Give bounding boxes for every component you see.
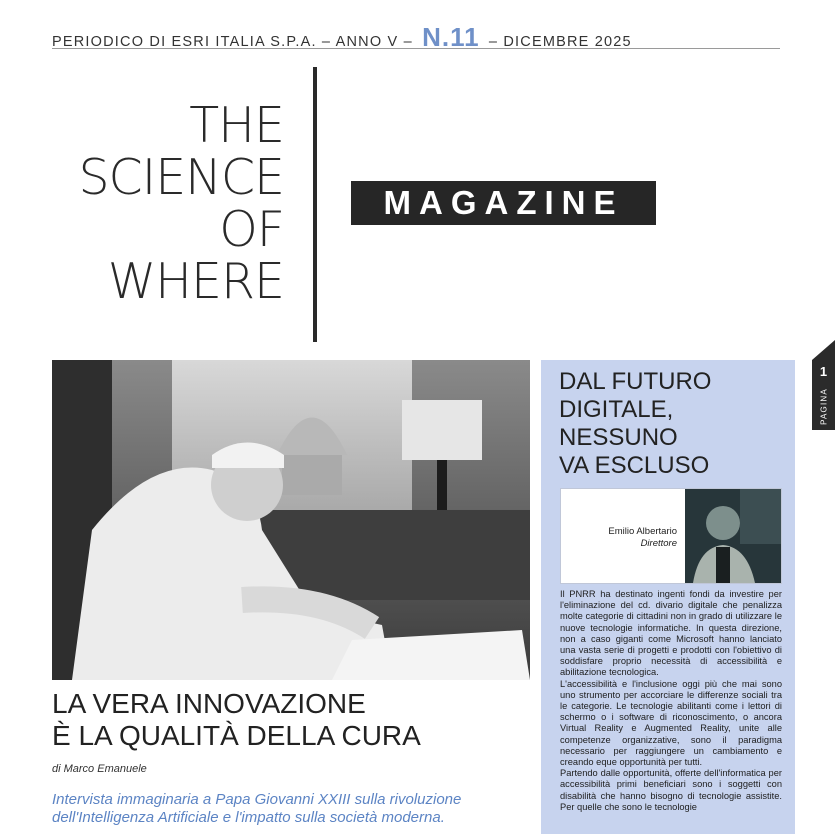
editorial-title-line: DIGITALE, (559, 396, 674, 423)
article-byline: di Marco Emanuele (52, 763, 147, 775)
editorial-sidebar (541, 360, 795, 834)
logo-line: THE (189, 97, 284, 154)
page-number: 1 (819, 364, 828, 379)
hero-photo (52, 360, 530, 680)
editorial-paragraph: L'accessibilità e l'inclusione oggi più che mai sono uno strumento per accorciare le differenze sociali tra le categorie. Le tecnologie abilitanti come i lettori di schermo o i software di riconoscimento, o ancora Virtual Reality e Augmented Reality, unite alle competenze organizzative, sono il paradigma necessario per raggiungere un cambiamento e creando eque opportunità per tutti. (560, 678, 782, 768)
author-portrait (685, 489, 781, 583)
author-name: Emilio Albertario (608, 526, 677, 537)
editorial-title-line: VA ESCLUSO (559, 452, 710, 479)
logo-line: OF (219, 201, 284, 258)
masthead (52, 22, 780, 52)
logo-divider (313, 67, 317, 342)
editorial-title-line: DAL FUTURO (559, 368, 712, 395)
headline-line: È LA QUALITÀ DELLA CURA (52, 720, 421, 751)
page-tab (812, 360, 835, 430)
logo-line: SCIENCE (78, 149, 284, 206)
editorial-paragraph: Il PNRR ha destinato ingenti fondi da investire per l'eliminazione del cd. divario digitale che penalizza molte categorie di cittadini non in grado di utilizzare le nuove tecnologie informatiche. In questa direzione, non a caso giganti come Microsoft hanno lanciato una vasta serie di progetti e prodotti con l'obiettivo di soddisfare proprio necessità di accessibilità e abilitazione tecnologica. (560, 589, 782, 678)
article-headline (52, 688, 522, 752)
headline-line: LA VERA INNOVAZIONE (52, 688, 366, 719)
pope-writing-photo (52, 360, 530, 680)
editorial-title (559, 368, 711, 480)
page-label: PAGINA (819, 388, 829, 425)
editorial-body (560, 589, 782, 813)
editorial-title-line: NESSUNO (559, 424, 678, 451)
editorial-paragraph: Partendo dalle opportunità, offerte dell'informatica per accessibilità primi beneficiari sono i soggetti con disabilità che hanno bisogno di tecnologie assistite. Per quelle che sono le tecnologie (560, 768, 782, 812)
issue-number: N.11 (422, 22, 480, 52)
page-tab-corner (812, 340, 835, 360)
masthead-line (52, 22, 632, 53)
author-info (608, 526, 677, 550)
masthead-date: – DICEMBRE 2025 (488, 34, 632, 50)
publication-logo (40, 97, 284, 310)
masthead-prefix: PERIODICO DI ESRI ITALIA S.P.A. – ANNO V – (52, 34, 413, 50)
magazine-badge: MAGAZINE (351, 181, 656, 225)
author-role: Direttore (640, 538, 677, 549)
author-photo (685, 489, 781, 583)
author-card (560, 488, 782, 584)
article-subtitle: Intervista immaginaria a Papa Giovanni XXIII sulla rivoluzione dell'Intelligenza Artificiale e l'impatto sulla società moderna. (52, 791, 462, 826)
logo-line: WHERE (107, 253, 284, 310)
